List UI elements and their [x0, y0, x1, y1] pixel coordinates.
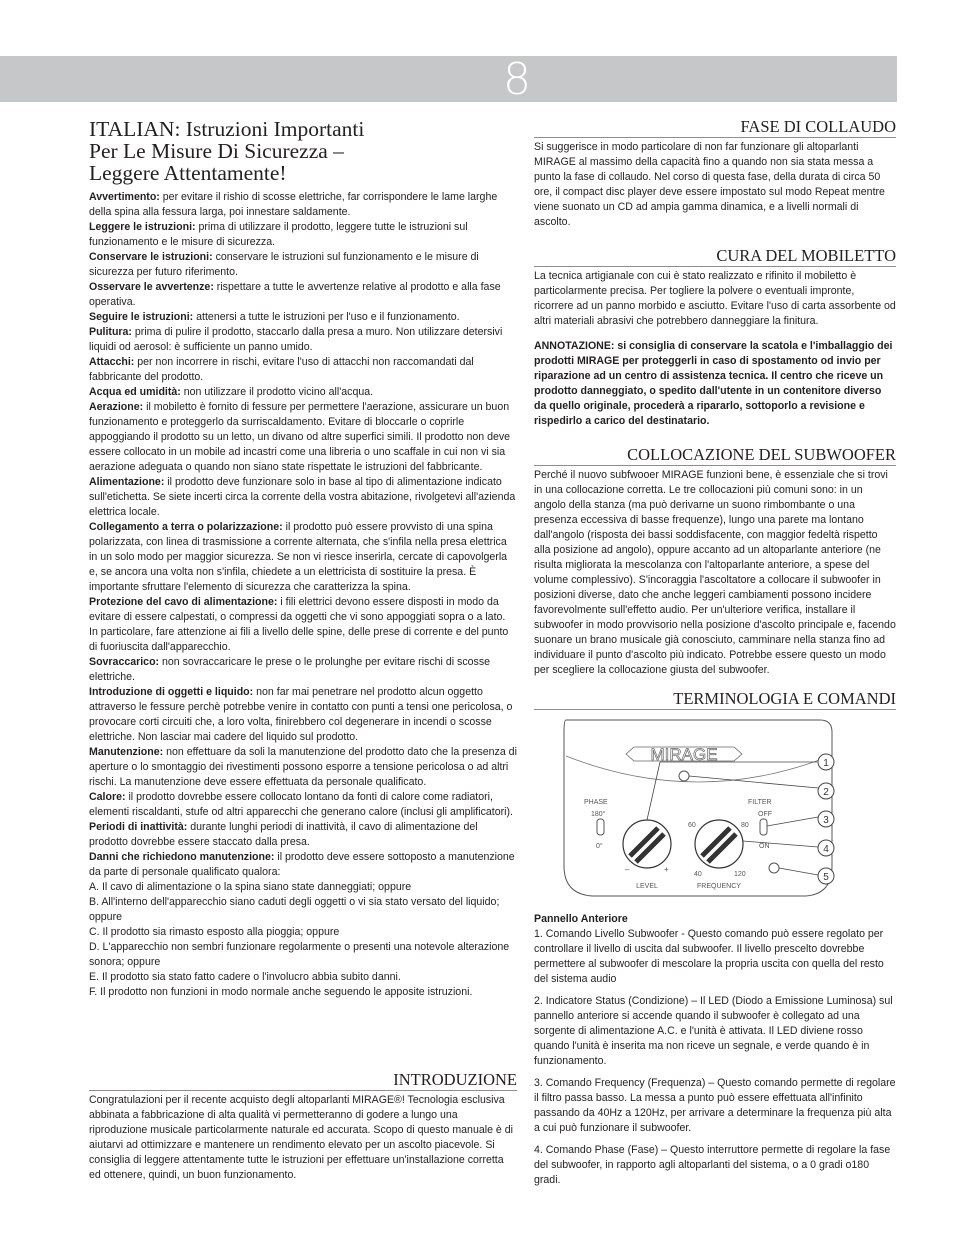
frequency-label: FREQUENCY	[697, 883, 741, 890]
cura-heading: CURA DEL MOBILETTO	[534, 247, 896, 267]
intro-text: Congratulazioni per il recente acquisto degli altoparlanti MIRAGE®! Tecnologia esclusiva abbinata a fabbricazione di alta qualità vi permetteranno di godere a lungo una riproduzione musicale particolarmente naturale ed accurata. Scopo di questo manuale è di aiutarvi ad ottimizzare e mantenere un rendimento elevato per un ascolto piacevole. Si consiglia di leggere attentamente tutte le istruzioni per effettuare un'installazione corretta ed ottenere, quindi, un buon funzionamento.	[89, 1094, 513, 1181]
safety-item	[89, 520, 517, 595]
safety-item-label: Danni che richiedono manutenzione:	[89, 851, 275, 863]
filter-switch[interactable]	[760, 819, 767, 835]
safety-item-text: per evitare il rishio di scosse elettriche, far corrispondere le lame larghe della spina alla fessura larga, poi innestare saldamente.	[89, 191, 498, 218]
terminologia-heading: TERMINOLOGIA E COMANDI	[534, 690, 896, 710]
cura-note: ANNOTAZIONE: si consiglia di conservare la scatola e l'imballaggio dei prodotti MIRAGE per proteggerli in caso di spostamento od invio per riparazione ad un centro di assistenza tecnica. Il centro che riceve un prodotto danneggiato, o spedito dall'utente in un contenitore diverso da quello originale, procederà a ripararlo, sottoporlo a revisione e rispedirlo a carico del destinatario.	[534, 340, 893, 427]
safety-item	[89, 475, 517, 520]
condition-item: E. Il prodotto sia stato fatto cadere o l'involucro abbia subito danni.	[89, 971, 401, 983]
condition-item: C. Il prodotto sia rimasto esposto alla pioggia; oppure	[89, 926, 340, 938]
safety-item-text: non far mai penetrare nel prodotto alcun oggetto attraverso le fessure perchè potrebbe venire in contatto con punti a tensi one pericolosa, o provocare corti circuiti che, a loro volta, finirebbero col degenerare in incendi o scosse elettriche. Non lasciar mai cadere del liquido sul prodotto.	[89, 686, 513, 743]
safety-item	[89, 310, 517, 325]
safety-item	[89, 190, 517, 220]
right-column	[534, 118, 896, 1195]
safety-item-label: Acqua ed umidità:	[89, 386, 181, 398]
status-led	[679, 771, 689, 781]
safety-item-label: Avvertimento:	[89, 191, 160, 203]
filter-off: OFF	[758, 811, 772, 818]
callout-lines	[647, 762, 818, 875]
front-panel-diagram	[534, 716, 896, 906]
safety-item-label: Manutenzione:	[89, 746, 164, 758]
condition-item: B. All'interno dell'apparecchio siano caduti degli oggetti o vi sia stato versato del liquido; oppure	[89, 896, 500, 923]
safety-item-label: Osservare le avvertenze:	[89, 281, 214, 293]
fase-text: Si suggerisce in modo particolare di non far funzionare gli altoparlanti MIRAGE al massimo della capacità fino a quando non sia stata messa a punto la fase di collaudo. Nel corso di questa fase, della durata di circa 50 ore, il compact disc player deve essere impostato sul modo Repeat mentre viene suonato un CD ad ampia gamma dinamica, e a livelli normali di ascolto.	[534, 141, 885, 228]
safety-item	[89, 745, 517, 790]
safety-item	[89, 250, 517, 280]
control-item: 2. Indicatore Status (Condizione) – Il LED (Diodo a Emissione Luminosa) sul pannello anteriore si accende quando il subwoofer è collegato ad una sorgente di alimentazione A.C. e l'unità è attivata. Il LED diviene rosso quando l'unità è inserita ma non riceve un segnale, e verde quando è in funzionamento.	[534, 995, 893, 1067]
title-line: ITALIAN: Istruzioni Importanti	[89, 117, 365, 141]
phase-label: PHASE	[584, 799, 608, 806]
safety-item-label: Collegamento a terra o polarizzazione:	[89, 521, 283, 533]
title-line: Per Le Misure Di Sicurezza –	[89, 139, 344, 163]
safety-item	[89, 595, 517, 655]
filter-on: ON	[759, 843, 770, 850]
safety-item-label: Sovraccarico:	[89, 656, 160, 668]
input-jack	[769, 863, 779, 873]
collocazione-heading: COLLOCAZIONE DEL SUBWOOFER	[534, 446, 896, 466]
safety-item-text: il prodotto dovrebbe essere collocato lontano da fonti di calore come radiatori, elementi riscaldanti, stufe od altri apparecchi che generano calore (inclusi gli amplificatori).	[89, 791, 513, 818]
safety-title	[89, 118, 517, 184]
safety-item-label: Periodi di inattività:	[89, 821, 188, 833]
safety-items	[89, 190, 517, 880]
safety-item-text: prima di utilizzare il prodotto, leggere tutte le istruzioni sul funzionamento e le misure di sicurezza.	[89, 221, 468, 248]
freq-60: 60	[688, 822, 696, 829]
callout-3: 3	[823, 815, 829, 826]
callout-4: 4	[823, 844, 829, 855]
safety-column	[89, 118, 517, 1000]
safety-item-label: Attacchi:	[89, 356, 135, 368]
freq-120: 120	[734, 871, 746, 878]
safety-item	[89, 280, 517, 310]
safety-item	[89, 355, 517, 385]
safety-item-text: il prodotto può essere provvisto di una spina polarizzata, con linea di trasmissione a corrente alternata, che s'infila nella presa elettrica in un solo modo per maggior sicurezza. Se non vi riesce inserirla, cercate di capovolgerla e, se ancora una volta non s'infila, chiedete a un elettricista di sostituire la presa. È importante sfruttare l'elemento di sicurezza che caratterizza la spina.	[89, 521, 508, 593]
safety-item-label: Introduzione di oggetti e liquido:	[89, 686, 254, 698]
safety-item-text: i fili elettrici devono essere disposti in modo da evitare di essere calpestati, o compressi da oggetti che vi sono appoggiati sopra o a lato. In particolare, fare attenzione ai fili a livello delle spine, delle prese di corrente e del punto di fuoriuscita dall'apparecchio.	[89, 596, 509, 653]
level-label: LEVEL	[636, 883, 658, 890]
safety-item-text: non utilizzare il prodotto vicino all'acqua.	[180, 386, 374, 398]
safety-item	[89, 385, 517, 400]
header-band	[0, 54, 897, 105]
safety-item-label: Leggere le istruzioni:	[89, 221, 196, 233]
safety-item-text: conservare le istruzioni sul funzionamento e le misure di sicurezza per futuro riferimento.	[89, 251, 479, 278]
safety-item-text: il prodotto deve funzionare solo in base al tipo di alimentazione indicato sull'etichetta. Se siete incerti circa la corrente della vostra abitazione, rivolgetevi all'azienda elettrica locale.	[89, 476, 516, 518]
brand-logo: MIRAGE	[650, 745, 718, 764]
condition-item: D. L'apparecchio non sembri funzionare regolarmente o presenti una notevole alterazione sonora; oppure	[89, 941, 510, 968]
safety-item-label: Pulitura:	[89, 326, 132, 338]
page-number: 8	[503, 54, 531, 105]
panel-subheading: Pannello Anteriore	[534, 913, 628, 925]
safety-item	[89, 655, 517, 685]
safety-item	[89, 220, 517, 250]
safety-item-label: Seguire le istruzioni:	[89, 311, 194, 323]
level-minus: –	[625, 865, 630, 874]
safety-item-label: Calore:	[89, 791, 126, 803]
cura-text: La tecnica artigianale con cui è stato realizzato e rifinito il mobiletto è particolarmente precisa. Per togliere la polvere o eventuali impronte, ricorrere ad un panno morbido e asciutto. Evitare l'uso di carta assorbente od altri materiali abrasivi che potrebbero danneggiare la finitura.	[534, 270, 896, 327]
collocazione-text: Perché il nuovo subfwooer MIRAGE funzioni bene, è essenziale che si trovi in una collocazione corretta. Le tre collocazioni più comuni sono: in un angolo della stanza (ma può derivarne un suono rimbombante o una presenza eccessiva di basse frequenze), lungo una parete ma lontano dall'angolo (risposta dei bassi soddisfacente, con maggior fedeltà rispetto alla posizione ad angolo), oppure accanto ad un altoparlante anteriore (ne risulta migliorata la mescolanza con l'altoparlante anteriore, a spese del volume complessivo). S'incoraggia l'ascoltatore a collocare il subwoofer in posizioni diverse, dato che anche leggeri cambiamenti possono incidere favorevolmente sull'effetto audio. Per un'ulteriore verifica, installare il subwoofer in modo provvisorio nella posizione d'ascolto principale e, facendo suonare un brano musicale già conosciuto, camminare nella stanza fino ad individuare il punto d'ascolto più indicato. Potrebbe essere questo un modo per scegliere la collocazione giusta del subwoofer.	[534, 469, 896, 676]
phase-switch[interactable]	[597, 819, 604, 835]
control-item: 1. Comando Livello Subwoofer - Questo comando può essere regolato per controllare il livello di uscita dal subwoofer. Il livello prescelto dovrebbe permettere al subwoofer di mescolare la propria uscita con quella del resto del sistema audio	[534, 928, 884, 985]
condition-item: A. Il cavo di alimentazione o la spina siano state danneggiati; oppure	[89, 881, 412, 893]
condition-item: F. Il prodotto non funzioni in modo normale anche seguendo le apposite istruzioni.	[89, 986, 473, 998]
phase-0: 0°	[596, 843, 603, 850]
safety-item-text: non sovraccaricare le prese o le prolunghe per evitare rischi di scosse elettriche.	[89, 656, 491, 683]
safety-item-label: Conservare le istruzioni:	[89, 251, 213, 263]
callout-2: 2	[823, 787, 829, 798]
safety-item	[89, 685, 517, 745]
intro-section	[89, 1071, 517, 1183]
title-line: Leggere Attentamente!	[89, 161, 287, 185]
safety-item	[89, 790, 517, 820]
callout-5: 5	[823, 872, 829, 883]
conditions-list	[89, 880, 517, 1000]
safety-item-text: non effettuare da soli la manutenzione del prodotto dato che la presenza di aperture o lo smontaggio dei rivestimenti possono esporre a tensione pericolosa o ad altri rischi. La manutenzione deve essere effettuata da personale qualificato.	[89, 746, 517, 788]
control-item: 4. Comando Phase (Fase) – Questo interruttore permette di regolare la fase del subwoofer, in rapporto agli altoparlanti del sistema, o a 0 gradi o180 gradi.	[534, 1144, 891, 1186]
level-knob[interactable]	[623, 820, 671, 868]
freq-40: 40	[694, 871, 702, 878]
safety-item	[89, 850, 517, 880]
safety-item-text: per non incorrere in rischi, evitare l'uso di attacchi non raccomandati dal fabbricante del prodotto.	[89, 356, 474, 383]
level-plus: +	[664, 865, 669, 874]
safety-item-text: il prodotto deve essere sottoposto a manutenzione da parte di personale qualificato qualora:	[89, 851, 515, 878]
safety-item	[89, 820, 517, 850]
safety-item-text: attenersi a tutte le istruzioni per l'uso e il funzionamento.	[193, 311, 460, 323]
callout-1: 1	[823, 758, 829, 769]
frequency-knob[interactable]	[695, 820, 743, 868]
phase-180: 180°	[591, 811, 606, 818]
control-item: 3. Comando Frequency (Frequenza) – Questo comando permette di regolare il filtro passa basso. La messa a punto può essere effettuata all'infinito passando da 40Hz a 120Hz, per arrivare a determinare la frequenza più alta a cui può funzionare il subwoofer.	[534, 1077, 896, 1134]
freq-80: 80	[741, 822, 749, 829]
safety-item-text: rispettare a tutte le avvertenze relative al prodotto e alla fase operativa.	[89, 281, 501, 308]
safety-item-label: Protezione del cavo di alimentazione:	[89, 596, 278, 608]
filter-label: FILTER	[748, 799, 772, 806]
fase-heading: FASE DI COLLAUDO	[534, 118, 896, 138]
safety-item-text: il mobiletto è fornito di fessure per permettere l'aerazione, assicurare un buon funzionamento e proteggerlo da surriscaldamento. Evitare di bloccarle o coprirle appoggiando il prodotto su un letto, un divano od altre superfici simili. Il prodotto non deve essere collocato in un mobile ad incastri come una libreria o uno scaffale in cui non vi sia aerazione adeguata o quando non siano state rispettate le istruzioni del fabbricante.	[89, 401, 511, 473]
safety-item-label: Aerazione:	[89, 401, 144, 413]
safety-item	[89, 400, 517, 475]
safety-item	[89, 325, 517, 355]
safety-item-text: durante lunghi periodi di inattività, il cavo di alimentazione del prodotto dovrebbe essere staccato dalla presa.	[89, 821, 478, 848]
intro-heading: INTRODUZIONE	[89, 1071, 517, 1091]
safety-item-label: Alimentazione:	[89, 476, 165, 488]
safety-item-text: prima di pulire il prodotto, staccarlo dalla presa a muro. Non utilizzare detersivi liquidi od aerosol: è sufficiente un panno umido.	[89, 326, 503, 353]
